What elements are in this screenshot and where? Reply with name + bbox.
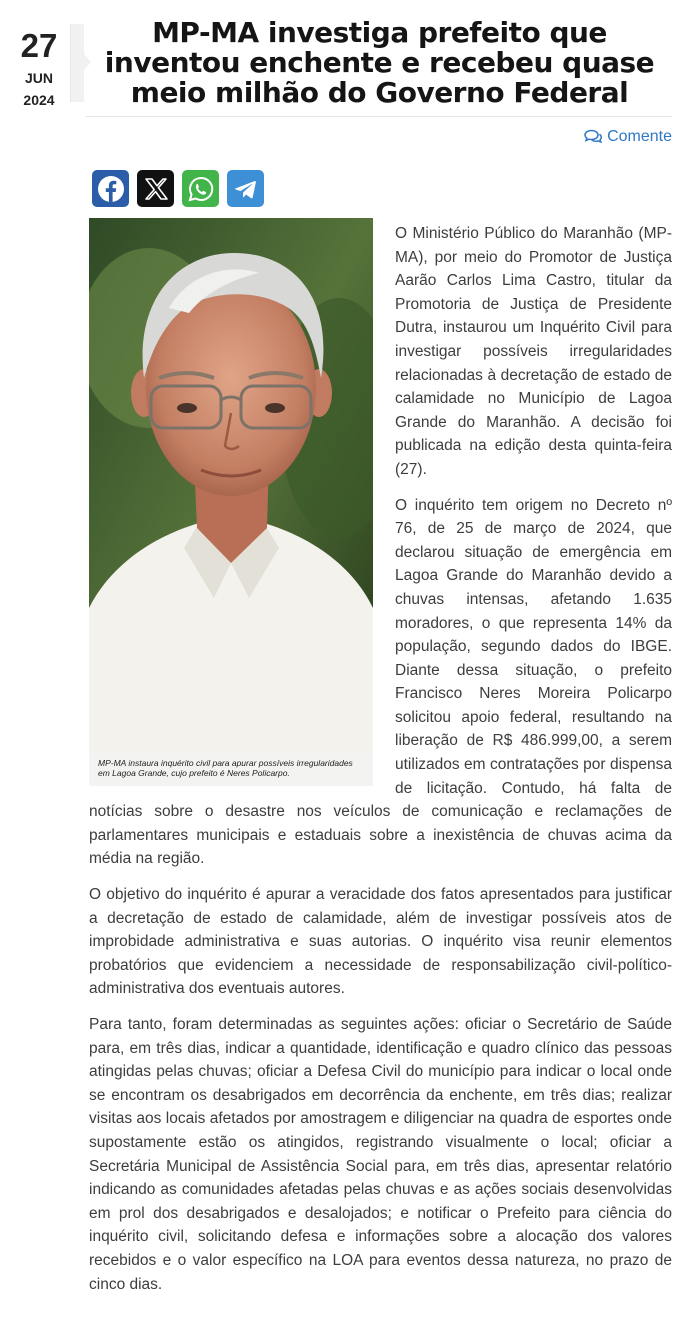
article-paragraph-4: Para tanto, foram determinadas as seguintes ações: oficiar o Secretário de Saúde para, em três dias, indicar a quantidade, identificação e quadro clínico das pessoas atingidas pelas chuvas; oficiar a Defesa Civil do município para indicar o local onde se encontram os desabrigados em decorrência da enchente, em três dias; realizar visitas aos locais afetados por amostragem e diligenciar na quadra de esportes onde supostamente estão os atingidos, registrando visualmente o local; oficiar a Secretária Municipal de Assistência Social para, em três dias, apresentar relatório indicando as comunidades afetadas pelas chuvas e as ações sociais desenvolvidas em prol dos desabrigados e desalojados; e notificar o Prefeito para ciência do inquérito civil, solicitando defesa e informações sobre a alocação dos valores recebidos e o valor específico na LOA para eventos dessa natureza, no prazo de cinco dias. <box>89 1016 672 1293</box>
post-date <box>0 26 78 108</box>
share-x-button[interactable] <box>137 170 174 207</box>
article-paragraph-2: O inquérito tem origem no Decreto nº 76, de 25 de março de 2024, que declarou situação de emergência em Lagoa Grande do Maranhão devido a chuvas intensas, afetando 1.635 moradores, o que representa 14% da população, segundo dados do IBGE. Diante dessa situação, o prefeito Francisco Neres Moreira Policarpo solicitou apoio federal, resultando na liberação de R$ 486.999,00, a serem utilizados em contratações por dispensa de licitação. Contudo, há falta de notícias sobre o desastre nos veículos de comunicação e reclamações de parlamentares municipais e estaduais sobre a inexistência de chuvas acima da média na região. <box>89 496 672 868</box>
page-title: MP-MA investiga prefeito que inventou enchente e recebeu quase meio milhão do Governo Federal <box>104 16 655 109</box>
date-day: 27 <box>20 27 58 64</box>
whatsapp-icon <box>187 175 215 203</box>
comment-label: Comente <box>607 128 672 145</box>
facebook-icon <box>96 174 126 204</box>
telegram-icon <box>232 175 260 203</box>
article-body <box>89 222 672 1308</box>
comments-icon <box>583 129 603 145</box>
date-month: JUN <box>24 70 53 86</box>
comment-link[interactable] <box>583 128 672 146</box>
photo-spacer <box>89 222 395 800</box>
share-bar <box>92 170 264 207</box>
date-divider <box>70 24 84 102</box>
share-whatsapp-button[interactable] <box>182 170 219 207</box>
share-facebook-button[interactable] <box>92 170 129 207</box>
x-icon <box>143 176 169 202</box>
title-divider <box>86 116 672 117</box>
article-paragraph-3: O objetivo do inquérito é apurar a veracidade dos fatos apresentados para justificar a decretação de estado de calamidade, além de investigar possíveis atos de improbidade administrativa e suas autorias. O inquérito visa reunir elementos probatórios que evidenciem a necessidade de responsabilização civil-político-administrativa dos eventuais autores. <box>89 886 672 998</box>
date-year: 2024 <box>23 92 55 108</box>
article-paragraph-1: O Ministério Público do Maranhão (MP-MA), por meio do Promotor de Justiça Aarão Carlos Lima Castro, titular da Promotoria de Justiça de Presidente Dutra, instaurou um Inquérito Civil para investigar possíveis irregularidades relacionadas à decretação de estado de calamidade no Município de Lagoa Grande do Maranhão. A decisão foi publicada na edição desta quinta-feira (27). <box>395 225 672 478</box>
photo-caption: MP-MA instaura inquérito civil para apurar possíveis irregularidades em Lagoa Grande, cujo prefeito é Neres Policarpo. <box>98 758 353 778</box>
share-telegram-button[interactable] <box>227 170 264 207</box>
